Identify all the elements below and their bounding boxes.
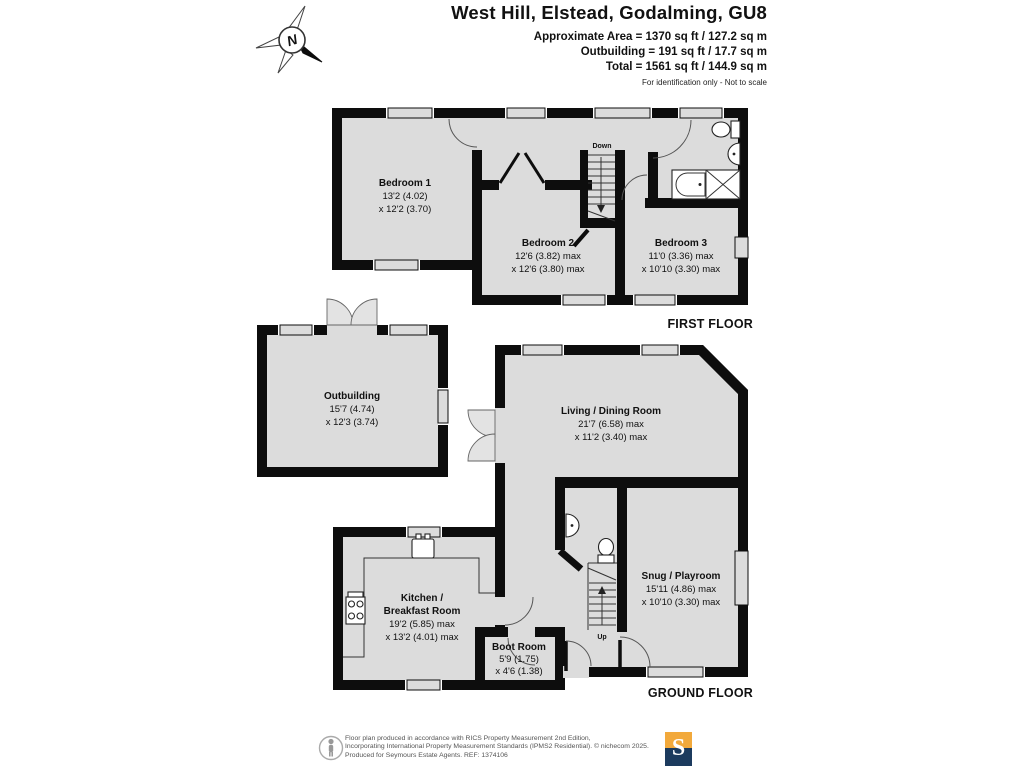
footer-disclaimer: [345, 735, 675, 760]
door-leaf: [327, 299, 353, 325]
first-floor-label: FIRST FLOOR: [667, 317, 753, 331]
room-outbuilding: [324, 391, 380, 428]
door-opening: [327, 325, 377, 335]
first-floor-plan: [337, 108, 753, 331]
room-dim: x 12'3 (3.74): [325, 417, 379, 428]
room-bedroom-2: [511, 238, 584, 275]
room-dim: x 13'2 (4.01) max: [385, 632, 459, 643]
door-leaf: [468, 410, 495, 437]
toilet-icon: [712, 121, 740, 138]
room-label: Living / Dining Room: [561, 406, 661, 417]
room-dim: 11'0 (3.36) max: [648, 251, 714, 262]
room-label: Outbuilding: [323, 391, 381, 402]
seymours-logo: [665, 732, 692, 766]
ground-floor-label: GROUND FLOOR: [647, 686, 753, 700]
outbuilding-area: Outbuilding = 191 sq ft / 17.7 sq m: [580, 46, 767, 58]
total-area: Total = 1561 sq ft / 144.9 sq m: [605, 61, 767, 73]
room-boot-room: [492, 642, 546, 677]
room-dim: 12'6 (3.82) max: [515, 251, 581, 262]
room-label: Breakfast Room: [383, 606, 461, 617]
room-label: Boot Room: [492, 642, 546, 653]
door-leaf: [468, 434, 495, 461]
disclaimer-line: Incorporating International Property Measurement Standards (IPMS2 Residential). © nichecom 2025.: [345, 743, 649, 751]
wall: [472, 150, 482, 295]
room-dim: 5'9 (1.75): [499, 654, 539, 665]
measurement-person-icon: [320, 737, 343, 760]
compass-letter: N: [284, 30, 300, 50]
room-dim: x 12'2 (3.70): [378, 204, 432, 215]
outbuilding-plan: [262, 299, 448, 472]
room-snug-playroom: [642, 571, 721, 608]
toilet-icon: [598, 539, 614, 564]
door-leaf: [351, 299, 377, 325]
approximate-area: Approximate Area = 1370 sq ft / 127.2 sq m: [533, 31, 767, 43]
room-dim: 15'7 (4.74): [329, 404, 375, 415]
room-dim: 15'11 (4.86) max: [645, 584, 717, 595]
room-label: Bedroom 3: [654, 238, 708, 249]
scale-note: For identification only - Not to scale: [642, 78, 767, 87]
disclaimer-line: Floor plan produced in accordance with RICS Property Measurement 2nd Edition,: [345, 735, 591, 742]
room-label: Bedroom 1: [378, 178, 432, 189]
room-label: Kitchen /: [400, 593, 444, 604]
room-dim: 19'2 (5.85) max: [389, 619, 455, 630]
stairs-up-label: Up: [597, 634, 607, 641]
compass-north-icon: [256, 6, 322, 73]
room-dim: x 4'6 (1.38): [495, 666, 543, 677]
logo-letter: S: [671, 735, 686, 761]
stairs-down-label: Down: [592, 143, 612, 150]
room-label: Snug / Playroom: [641, 571, 721, 582]
room-dim: 13'2 (4.02): [382, 191, 428, 202]
page-title: West Hill, Elstead, Godalming, GU8: [451, 2, 767, 23]
disclaimer-line: Produced for Seymours Estate Agents. REF: 1374106: [345, 751, 508, 759]
room-dim: x 10'10 (3.30) max: [641, 597, 721, 608]
room-dim: x 10'10 (3.30) max: [641, 264, 721, 275]
room-dim: 21'7 (6.58) max: [578, 419, 644, 430]
room-label: Bedroom 2: [521, 238, 575, 249]
room-dim: x 12'6 (3.80) max: [511, 264, 585, 275]
hob-icon: [346, 592, 365, 624]
room-bedroom-1: [379, 178, 432, 215]
door-opening: [495, 408, 505, 463]
room-dim: x 11'2 (3.40) max: [574, 432, 648, 443]
